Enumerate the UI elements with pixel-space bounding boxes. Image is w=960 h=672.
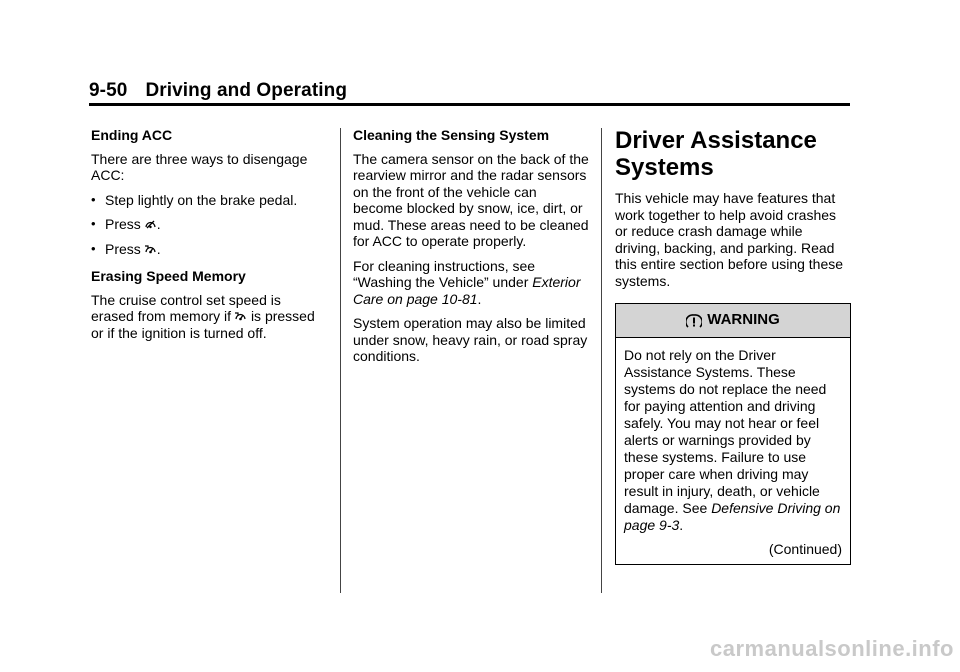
cruise-on-off-icon [144, 243, 157, 256]
warning-body: Do not rely on the Driver Assistance Systems. These systems do not replace the need for paying attention and driving safely. You may not hear or feel alerts or warnings provided by these systems. Failure to use proper care when driving may result in injury, death, or vehicle damage. See Defensive Driving on page 9-3. (Continued) [624, 347, 842, 557]
limitation-paragraph: System operation may also be limited under snow, heavy rain, or road spray conditions. [353, 315, 588, 364]
cleaning-instructions-paragraph: For cleaning instructions, see “Washing the Vehicle” under Exterior Care on page 10-81. [353, 257, 581, 307]
bullet-item: • Press . [91, 241, 327, 258]
column-2 [353, 127, 589, 373]
column-divider [340, 128, 341, 593]
column-1 [91, 127, 327, 349]
bullet-item: • Step lightly on the brake pedal. [91, 192, 327, 209]
erase-paragraph: The cruise control set speed is erased from memory if is pressed or if the ignition is turned off. [91, 291, 315, 341]
watermark: carmanualsonline.info [710, 636, 954, 661]
warning-box [615, 303, 851, 565]
driver-assistance-intro: This vehicle may have features that work together to help avoid crashes or reduce crash damage while driving, backing, and parking. Read this entire section before using these systems. [615, 190, 844, 289]
warning-label: WARNING [707, 311, 780, 329]
heading-ending-acc: Ending ACC [91, 127, 173, 143]
column-divider [601, 128, 602, 593]
continued-label: (Continued) [768, 541, 842, 557]
column-3 [615, 127, 851, 565]
header-rule [89, 103, 850, 106]
heading-cleaning-sensing-system: Cleaning the Sensing System [353, 127, 550, 143]
page-reference-link[interactable]: Exterior Care on page 10-81 [353, 274, 581, 307]
page-header [89, 80, 347, 102]
section-title: Driving and Operating [145, 80, 348, 101]
warning-header [616, 304, 850, 338]
page-reference-link[interactable]: Defensive Driving on page 9-3 [624, 500, 841, 533]
cruise-on-off-icon [234, 310, 247, 323]
bullet-item: • Press . [91, 216, 327, 233]
warning-icon [686, 313, 702, 329]
heading-erasing-speed-memory: Erasing Speed Memory [91, 268, 246, 284]
cleaning-paragraph: The camera sensor on the back of the rearview mirror and the radar sensors on the front of the vehicle can become blocked by snow, ice, dirt, or mud. These areas need to be cleaned for ACC to operate properly. [353, 150, 589, 249]
section-heading-driver-assistance: Driver Assistance Systems [615, 127, 817, 181]
cruise-cancel-icon [144, 218, 157, 231]
page-number: 9-50 [89, 80, 128, 101]
ending-acc-intro: There are three ways to disengage ACC: [91, 150, 308, 183]
